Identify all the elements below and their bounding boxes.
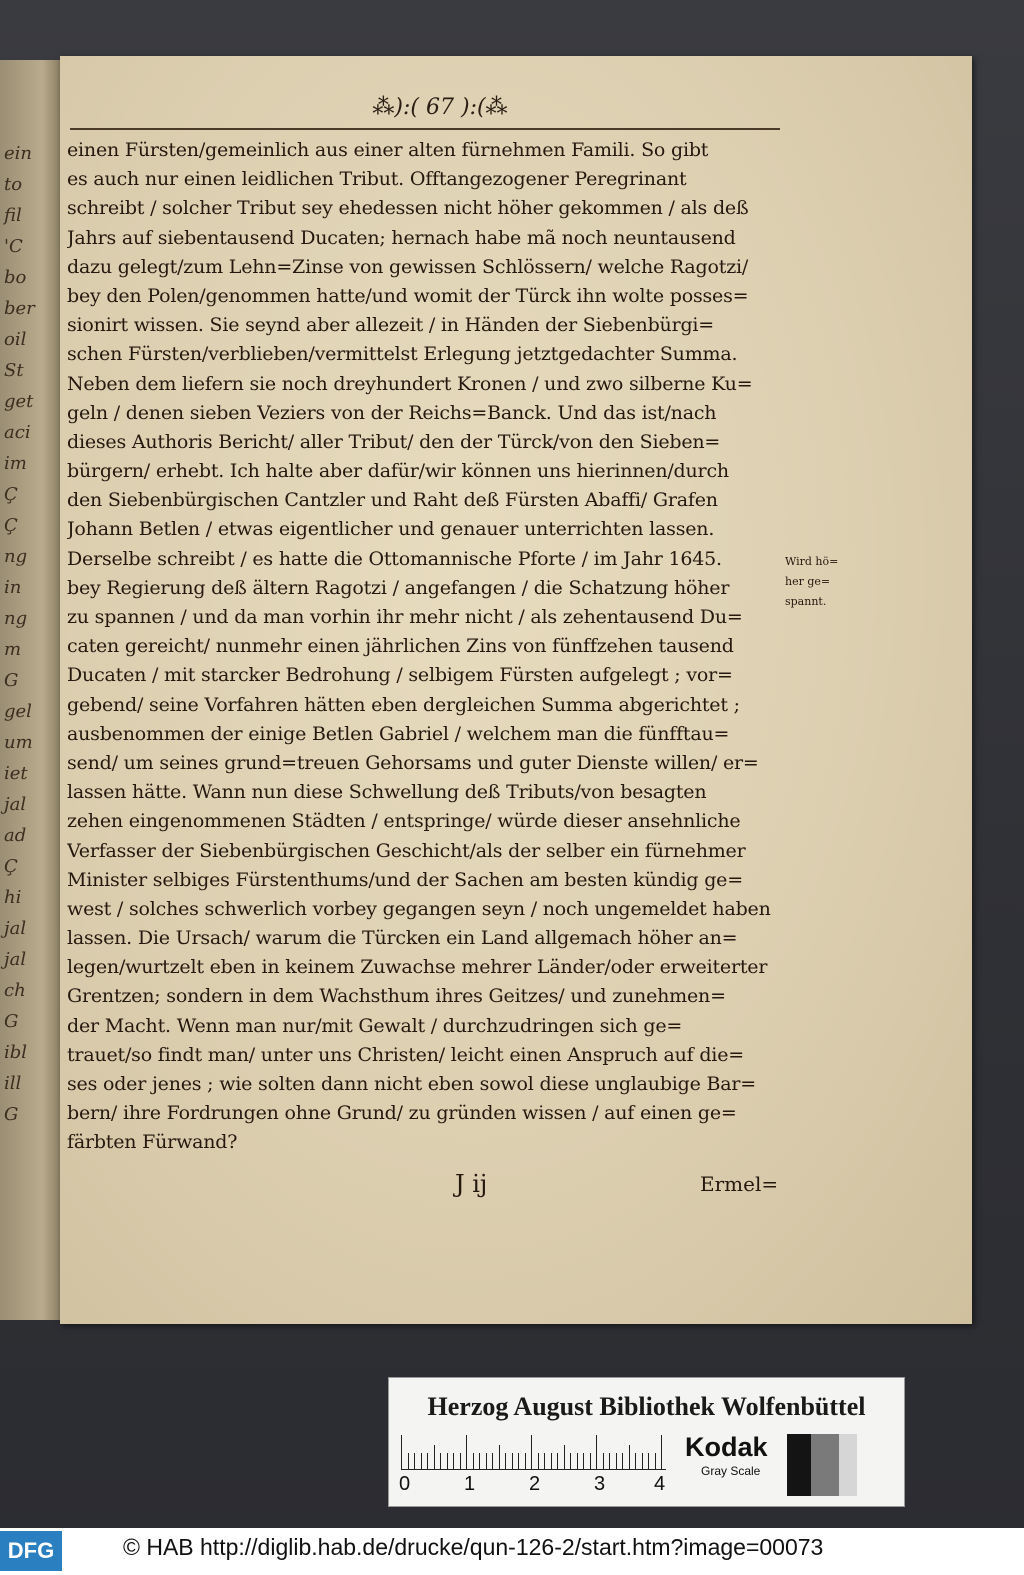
ruler-tick xyxy=(525,1453,526,1469)
ruler-tick xyxy=(434,1445,435,1469)
text-line: den Siebenbürgischen Cantzler und Raht deß Fürsten Abaffi/ Grafen xyxy=(67,489,718,512)
ruler-tick xyxy=(622,1453,623,1469)
text-line: bürgern/ erhebt. Ich halte aber dafür/wir können uns hierinnen/durch xyxy=(67,460,729,483)
ruler-tick xyxy=(577,1453,578,1469)
facing-page-fragment: um xyxy=(4,732,33,753)
gray-patches xyxy=(787,1434,857,1496)
facing-page-fragment: G xyxy=(4,1011,19,1032)
signature-mark: J ij xyxy=(455,1170,488,1198)
text-line: gebend/ seine Vorfahren hätten eben dergleichen Summa abgerichtet ; xyxy=(67,693,740,716)
text-line: Verfasser der Siebenbürgischen Geschicht/als der selber ein fürnehmer xyxy=(67,839,746,862)
facing-page-fragment: ng xyxy=(4,608,28,629)
text-line: bey Regierung deß ältern Ragotzi / angefangen / die Schatzung höher xyxy=(67,576,730,599)
facing-page-fragment: aci xyxy=(4,422,31,443)
ruler-tick xyxy=(609,1453,610,1469)
text-line: bern/ ihre Fordrungen ohne Grund/ zu gründen wissen / auf einen ge= xyxy=(67,1102,737,1125)
facing-page-fragment: Ç xyxy=(4,515,18,536)
text-line: färbten Fürwand? xyxy=(67,1131,238,1154)
facing-page-fragment: get xyxy=(4,391,34,412)
text-line: zehen eingenommenen Städten / entspringe/ würde dieser ansehnliche xyxy=(67,810,741,833)
copyright-link[interactable]: © HAB http://diglib.hab.de/drucke/qun-126-2/start.htm?image=00073 xyxy=(123,1534,824,1560)
text-line: Derselbe schreibt / es hatte die Ottomannische Pforte / im Jahr 1645. xyxy=(67,547,722,570)
ruler-tick xyxy=(408,1453,409,1469)
margin-note-line: Wird hö= xyxy=(785,555,839,568)
ruler-tick xyxy=(486,1453,487,1469)
ruler-tick xyxy=(603,1453,604,1469)
ruler-tick xyxy=(616,1453,617,1469)
ruler-tick xyxy=(401,1435,402,1469)
ruler-tick xyxy=(635,1453,636,1469)
text-line: sionirt wissen. Sie seynd aber allezeit / in Händen der Siebenbürgi= xyxy=(67,314,715,337)
text-line: Johann Betlen / etwas eigentlicher und genauer unterrichten lassen. xyxy=(67,518,715,541)
facing-page-fragment: fil xyxy=(4,205,22,226)
margin-note-line: her ge= xyxy=(785,575,831,588)
facing-page-edge xyxy=(0,60,60,1320)
ruler-tick xyxy=(466,1435,467,1469)
facing-page-fragment: ch xyxy=(4,980,26,1001)
text-line: dazu gelegt/zum Lehn=Zinse von gewissen Schlössern/ welche Ragotzi/ xyxy=(67,255,749,278)
ruler-number: 3 xyxy=(594,1473,606,1495)
ruler-tick xyxy=(648,1453,649,1469)
text-line: Neben dem liefern sie noch dreyhundert Kronen / und zwo silberne Ku= xyxy=(67,372,753,395)
text-line: send/ um seines grund=treuen Gehorsams und guter Dienste willen/ er= xyxy=(67,751,759,774)
text-line: zu spannen / und da man vorhin ihr mehr nicht / als zehentausend Du= xyxy=(67,606,743,628)
facing-page-fragment: ad xyxy=(4,825,27,846)
text-line: es auch nur einen leidlichen Tribut. Offtangezogener Peregrinant xyxy=(67,168,687,191)
gray-patch-mid xyxy=(811,1434,839,1496)
ruler-tick xyxy=(564,1445,565,1469)
facing-page-fragment: oil xyxy=(4,329,27,350)
text-line: Minister selbiges Fürstenthums/und der Sachen am besten kündig ge= xyxy=(67,868,743,891)
gray-patch-black xyxy=(787,1434,811,1496)
facing-page-fragment: ill xyxy=(4,1073,22,1094)
facing-page-fragment: m xyxy=(4,639,22,660)
facing-page-fragment: jal xyxy=(4,918,27,939)
header-rule xyxy=(70,128,780,130)
ruler-tick xyxy=(447,1453,448,1469)
ruler-tick xyxy=(460,1453,461,1469)
page-header: ⁂):( 67 ):(⁂ xyxy=(372,95,508,120)
text-line: schreibt / solcher Tribut sey ehedessen nicht höher gekommen / als deß xyxy=(67,197,749,220)
text-line: ses oder jenes ; wie solten dann nicht eben sowol diese unglaubige Bar= xyxy=(67,1073,757,1095)
ruler-tick xyxy=(655,1453,656,1469)
ruler-tick xyxy=(427,1453,428,1469)
text-line: geln / denen sieben Veziers von der Reichs=Banck. Und das ist/nach xyxy=(67,401,717,424)
facing-page-fragment: Ç xyxy=(4,484,18,505)
ruler-tick xyxy=(512,1453,513,1469)
text-line: der Macht. Wenn man nur/mit Gewalt / durchzudringen sich ge= xyxy=(67,1014,683,1037)
ruler-number: 1 xyxy=(464,1473,476,1495)
ruler-tick xyxy=(473,1453,474,1469)
margin-note-line: spannt. xyxy=(785,595,827,608)
text-line: caten gereicht/ nunmehr einen jährlichen Zins von fünffzehen tausend xyxy=(67,635,734,658)
facing-page-fragment: Ç xyxy=(4,856,18,877)
ruler-tick xyxy=(642,1453,643,1469)
kodak-logo: Kodak xyxy=(685,1432,768,1462)
margin-note xyxy=(785,552,855,612)
ruler-tick xyxy=(421,1453,422,1469)
text-line: lassen. Die Ursach/ warum die Türcken ein Land allgemach höher an= xyxy=(67,927,738,950)
text-line: Grentzen; sondern in dem Wachsthum ihres Geitzes/ und zunehmen= xyxy=(67,985,726,1008)
text-line: ausbenommen der einige Betlen Gabriel / welchem man die fünfftau= xyxy=(67,722,730,745)
facing-page-fragment: G xyxy=(4,670,19,691)
facing-page-fragment: in xyxy=(4,577,22,598)
text-line: lassen hätte. Wann nun diese Schwellung deß Tributs/von besagten xyxy=(67,781,707,804)
text-line: dieses Authoris Bericht/ aller Tribut/ den der Türck/von den Sieben= xyxy=(67,430,721,453)
facing-page-fragment: G xyxy=(4,1104,19,1125)
facing-page-fragment: to xyxy=(4,174,23,195)
ruler-tick xyxy=(661,1435,662,1469)
ruler-tick xyxy=(499,1445,500,1469)
text-line: schen Fürsten/verblieben/vermittelst Erlegung jetztgedachter Summa. xyxy=(67,343,738,366)
facing-page-fragment: im xyxy=(4,453,27,474)
ruler-tick xyxy=(453,1453,454,1469)
facing-page-fragment: jal xyxy=(4,794,27,815)
ruler-tick xyxy=(479,1453,480,1469)
ruler-tick xyxy=(538,1453,539,1469)
ruler-tick xyxy=(570,1453,571,1469)
facing-page-fragment: St xyxy=(4,360,24,381)
ruler-tick xyxy=(629,1445,630,1469)
ruler-tick xyxy=(518,1453,519,1469)
ruler-tick xyxy=(557,1453,558,1469)
text-line: trauet/so findt man/ unter uns Christen/ leicht einen Anspruch auf die= xyxy=(67,1043,744,1066)
ruler-tick xyxy=(414,1453,415,1469)
facing-page-fragment: hi xyxy=(4,887,22,908)
page-body xyxy=(67,136,787,1158)
facing-page-fragment: bo xyxy=(4,267,27,288)
facing-page-fragment: gel xyxy=(4,701,32,722)
ruler-tick xyxy=(551,1453,552,1469)
catchword: Ermel= xyxy=(700,1172,779,1196)
text-line: bey den Polen/genommen hatte/und womit der Türck ihn wolte posses= xyxy=(67,284,749,307)
facing-page-fragment: ibl xyxy=(4,1042,28,1063)
text-line: Ducaten / mit starcker Bedrohung / selbigem Fürsten aufgelegt ; vor= xyxy=(67,664,733,687)
ruler-tick xyxy=(440,1453,441,1469)
ruler-tick xyxy=(505,1453,506,1469)
ruler-tick xyxy=(590,1453,591,1469)
facing-page-fragment: jal xyxy=(4,949,27,970)
library-color-card xyxy=(388,1377,905,1507)
gray-patch-light xyxy=(839,1434,857,1496)
facing-page-fragment: ber xyxy=(4,298,35,319)
facing-page-fragment: ein xyxy=(4,143,33,164)
ruler-number: 4 xyxy=(654,1473,666,1495)
ruler-tick xyxy=(583,1453,584,1469)
text-line: legen/wurtzelt eben in keinem Zuwachse mehrer Länder/oder erweiterter xyxy=(67,956,768,979)
library-name: Herzog August Bibliothek Wolfenbüttel xyxy=(427,1392,866,1421)
gray-scale-label: Gray Scale xyxy=(701,1464,761,1478)
text-line: einen Fürsten/gemeinlich aus einer alten fürnehmen Famili. So gibt xyxy=(67,139,709,161)
ruler-tick xyxy=(544,1453,545,1469)
ruler-number: 2 xyxy=(529,1473,541,1495)
text-line: west / solches schwerlich vorbey gegangen seyn / noch ungemeldet haben xyxy=(67,897,771,920)
text-line: Jahrs auf siebentausend Ducaten; hernach habe mã noch neuntausend xyxy=(67,226,736,249)
ruler-tick xyxy=(596,1435,597,1469)
facing-page-fragment: iet xyxy=(4,763,28,784)
ruler-number: 0 xyxy=(399,1473,411,1495)
facing-page-fragment: ng xyxy=(4,546,28,567)
ruler-tick xyxy=(492,1453,493,1469)
dfg-logo: DFG xyxy=(0,1531,62,1571)
ruler-tick xyxy=(531,1435,532,1469)
facing-page-fragment: 'C xyxy=(4,236,23,257)
scale-ruler xyxy=(401,1433,666,1470)
